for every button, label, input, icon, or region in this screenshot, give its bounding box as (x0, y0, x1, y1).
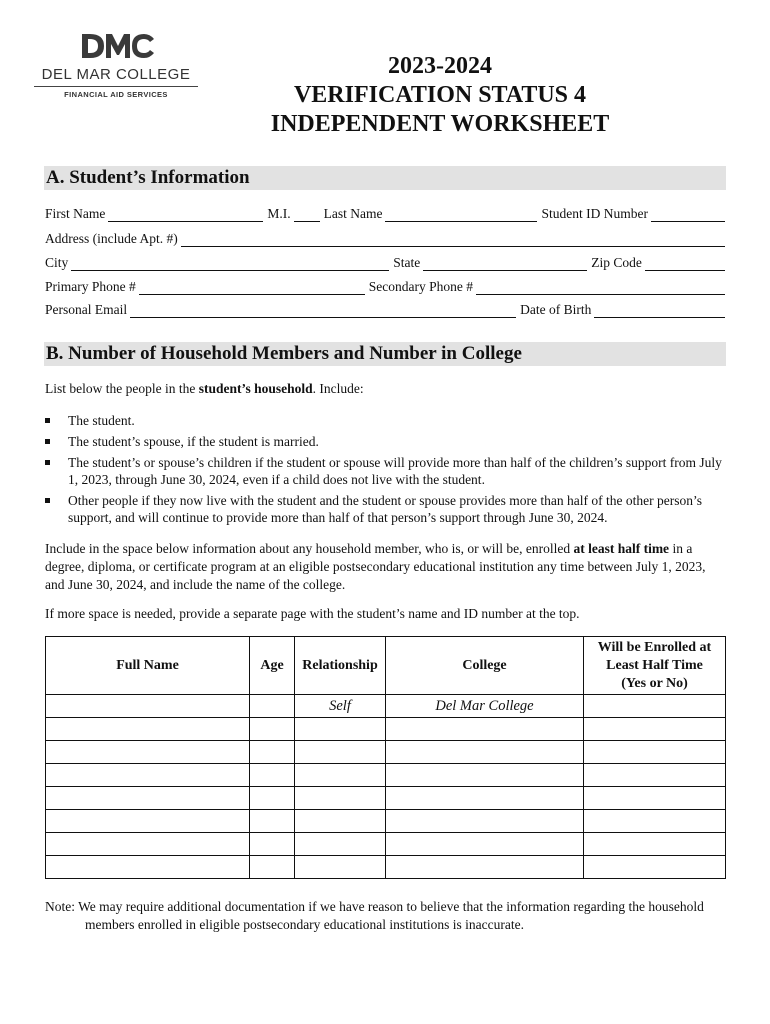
last-name-label: Last Name (323, 206, 383, 221)
enrolled-cell[interactable] (584, 695, 726, 718)
relationship-cell[interactable] (295, 787, 386, 810)
college-cell[interactable] (386, 833, 584, 856)
age-cell[interactable] (250, 856, 295, 879)
enrolled-cell[interactable] (584, 787, 726, 810)
email-label: Personal Email (45, 302, 128, 317)
footer-note (45, 898, 727, 934)
household-table (45, 636, 726, 879)
department-name: FINANCIAL AID SERVICES (64, 90, 168, 99)
table-row (46, 833, 726, 856)
first-name-label: First Name (45, 206, 106, 221)
email-field[interactable] (130, 304, 516, 318)
bullet-text: The student. (68, 413, 135, 428)
table-row (46, 810, 726, 833)
table-row (46, 787, 726, 810)
college-cell[interactable] (386, 718, 584, 741)
table-row (46, 856, 726, 879)
city-field[interactable] (71, 257, 389, 271)
full-name-cell[interactable] (46, 718, 250, 741)
college-cell[interactable] (386, 764, 584, 787)
full-name-cell[interactable] (46, 810, 250, 833)
full-name-header: Full Name (46, 637, 250, 695)
relationship-cell[interactable] (295, 833, 386, 856)
relationship-cell[interactable] (295, 764, 386, 787)
enrolled-header-line2: Least Half Time (606, 657, 703, 673)
enrolled-header-line3: (Yes or No) (621, 675, 688, 691)
phone-row (45, 277, 725, 295)
table-header-row (46, 637, 726, 695)
state-label: State (393, 255, 421, 270)
relationship-header: Relationship (295, 637, 386, 695)
zip-label: Zip Code (591, 255, 642, 270)
table-row (46, 695, 726, 718)
full-name-cell[interactable] (46, 695, 250, 718)
relationship-cell[interactable] (295, 856, 386, 879)
list-item (45, 412, 725, 429)
address-field[interactable] (181, 233, 725, 247)
enrolled-cell[interactable] (584, 833, 726, 856)
college-cell[interactable] (386, 810, 584, 833)
mi-label: M.I. (267, 206, 291, 221)
college-header: College (386, 637, 584, 695)
include-text: Include in the space below information about any household member, who is, or will be, enrolled (45, 541, 574, 556)
full-name-cell[interactable] (46, 856, 250, 879)
mi-field[interactable] (294, 208, 320, 222)
enrolled-cell[interactable] (584, 810, 726, 833)
college-cell[interactable]: Del Mar College (386, 695, 584, 718)
bullet-icon (45, 460, 50, 465)
del-mar-college-logo (34, 32, 198, 104)
full-name-cell[interactable] (46, 741, 250, 764)
table-row (46, 764, 726, 787)
intro-text-end: . Include: (312, 381, 364, 396)
household-bullet-list (45, 412, 725, 530)
intro-text: List below the people in the (45, 381, 199, 396)
state-field[interactable] (423, 257, 587, 271)
page-title (220, 52, 660, 139)
email-row (45, 300, 725, 318)
college-cell[interactable] (386, 741, 584, 764)
age-cell[interactable] (250, 833, 295, 856)
bullet-icon (45, 418, 50, 423)
title-status: VERIFICATION STATUS 4 (293, 82, 587, 108)
household-intro (45, 380, 725, 398)
bullet-text: The student’s or spouse’s children if the student or spouse will provide more than half of the children’s support from July 1, 2023, through June 30, 2024, even if a child does not live with the student. (68, 455, 722, 487)
logo-divider (34, 86, 198, 87)
student-id-field[interactable] (651, 208, 725, 222)
age-header: Age (250, 637, 295, 695)
bullet-text: Other people if they now live with the student and the student or spouse provides more than half of the other person’s support, and will continue to provide more than half of that person’s support through June 30, 2024. (68, 493, 702, 525)
enrolled-cell[interactable] (584, 718, 726, 741)
enrolled-cell[interactable] (584, 741, 726, 764)
dmc-logo-mark (80, 32, 156, 60)
age-cell[interactable] (250, 718, 295, 741)
address-row (45, 229, 725, 247)
address-label: Address (include Apt. #) (45, 231, 178, 246)
enrolled-header-line1: Will be Enrolled at (597, 639, 712, 655)
list-item (45, 454, 725, 488)
more-space-instructions: If more space is needed, provide a separate page with the student’s name and ID number at the top. (45, 606, 580, 621)
college-cell[interactable] (386, 856, 584, 879)
note-line-2: members enrolled in eligible postsecondary educational institutions is inaccurate. (85, 917, 525, 932)
name-row (45, 204, 725, 222)
city-label: City (45, 255, 69, 270)
table-row (46, 718, 726, 741)
full-name-cell[interactable] (46, 787, 250, 810)
title-year: 2023-2024 (388, 53, 492, 79)
note-line-1: Note: We may require additional documentation if we have reason to believe that the information regarding the household (45, 899, 704, 914)
dob-field[interactable] (594, 304, 725, 318)
enrolled-cell[interactable] (584, 764, 726, 787)
full-name-cell[interactable] (46, 833, 250, 856)
enrolled-cell[interactable] (584, 856, 726, 879)
relationship-cell[interactable] (295, 741, 386, 764)
city-row (45, 253, 725, 271)
primary-phone-label: Primary Phone # (45, 279, 136, 294)
include-text-end: in a degree, diploma, or certificate program at an eligible postsecondary educational institution any time between July 1, 2023, and June 30, 2024, and include the name of the college. (45, 541, 706, 592)
zip-field[interactable] (645, 257, 725, 271)
bullet-icon (45, 439, 50, 444)
section-b-heading: B. Number of Household Members and Number in College (44, 342, 726, 366)
intro-bold-text: student’s household (198, 381, 313, 396)
age-cell[interactable] (250, 764, 295, 787)
age-cell[interactable] (250, 741, 295, 764)
age-cell[interactable] (250, 810, 295, 833)
secondary-phone-field[interactable] (476, 281, 725, 295)
include-instructions (45, 540, 725, 594)
bullet-text: The student’s spouse, if the student is married. (68, 434, 319, 449)
table-row (46, 741, 726, 764)
relationship-cell[interactable] (295, 718, 386, 741)
bullet-icon (45, 498, 50, 503)
primary-phone-field[interactable] (139, 281, 365, 295)
dob-label: Date of Birth (520, 302, 592, 317)
title-worksheet: INDEPENDENT WORKSHEET (270, 111, 610, 137)
relationship-cell[interactable] (295, 810, 386, 833)
secondary-phone-label: Secondary Phone # (368, 279, 473, 294)
college-name: DEL MAR COLLEGE (41, 66, 191, 83)
age-cell[interactable] (250, 695, 295, 718)
last-name-field[interactable] (385, 208, 537, 222)
section-a-heading: A. Student’s Information (44, 166, 726, 190)
relationship-cell[interactable]: Self (295, 695, 386, 718)
age-cell[interactable] (250, 787, 295, 810)
first-name-field[interactable] (108, 208, 263, 222)
student-id-label: Student ID Number (541, 206, 648, 221)
full-name-cell[interactable] (46, 764, 250, 787)
list-item (45, 492, 725, 526)
list-item (45, 433, 725, 450)
include-bold-text: at least half time (573, 541, 670, 556)
college-cell[interactable] (386, 787, 584, 810)
enrolled-header (584, 637, 726, 695)
